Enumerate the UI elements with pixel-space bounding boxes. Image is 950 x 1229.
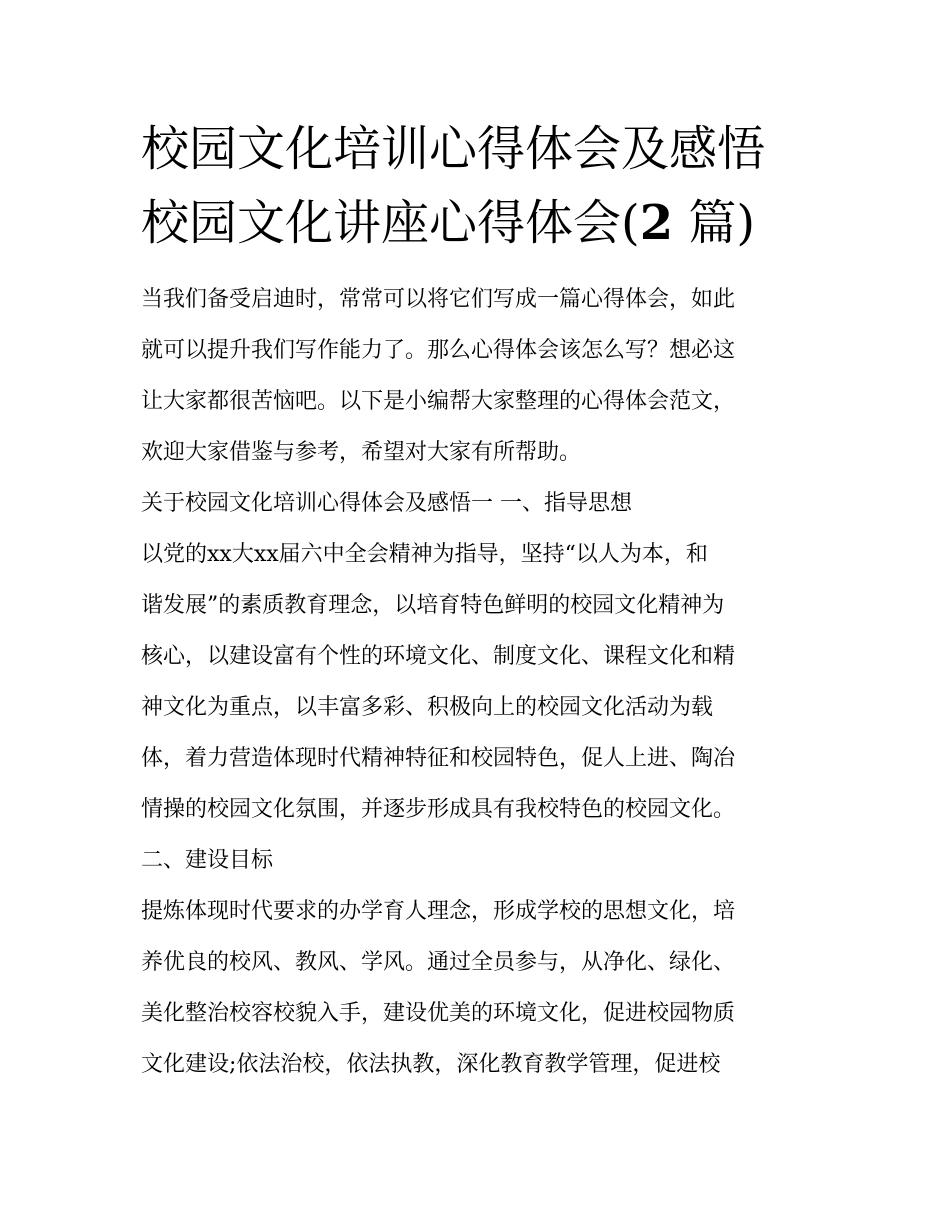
- section-heading-construction-goals: [141, 835, 821, 886]
- paragraph-line: 养优良的校风、教风、学风。通过全员参与，从净化、绿化、: [141, 950, 736, 975]
- paragraph-line: 情操的校园文化氛围，并逐步形成具有我校特色的校园文化。: [141, 797, 736, 822]
- paragraph-line: 文化建设;依法治校，依法执教，深化教育教学管理，促进校: [141, 1052, 721, 1077]
- intro-paragraph: [141, 274, 821, 478]
- paragraph-line: 关于校园文化培训心得体会及感悟一 一、指导思想: [141, 491, 632, 516]
- section-heading-guiding-ideology: [141, 478, 821, 529]
- paragraph-line: 神文化为重点，以丰富多彩、积极向上的校园文化活动为载: [141, 695, 714, 720]
- paragraph-line: 谐发展”的素质教育理念，以培育特色鲜明的校园文化精神为: [141, 593, 725, 618]
- paragraph-line: 提炼体现时代要求的办学育人理念，形成学校的思想文化，培: [141, 899, 736, 924]
- document-body: [141, 112, 821, 1090]
- construction-goals-paragraph: [141, 886, 821, 1090]
- paragraph-line: 二、建设目标: [141, 848, 274, 873]
- paragraph-line: 欢迎大家借鉴与参考，希望对大家有所帮助。: [141, 440, 582, 465]
- guiding-ideology-paragraph: [141, 529, 821, 835]
- paragraph-line: 核心，以建设富有个性的环境文化、制度文化、课程文化和精: [141, 644, 736, 669]
- paragraph-line: 就可以提升我们写作能力了。那么心得体会该怎么写？想必这: [141, 338, 736, 363]
- paragraph-line: 当我们备受启迪时，常常可以将它们写成一篇心得体会，如此: [141, 287, 736, 312]
- paragraph-line: 美化整治校容校貌入手，建设优美的环境文化，促进校园物质: [141, 1001, 736, 1026]
- document-title-line-1: 校园文化培训心得体会及感悟: [141, 121, 766, 177]
- paragraph-line: 体，着力营造体现时代精神特征和校园特色，促人上进、陶冶: [141, 746, 736, 771]
- document-title-line-2: 校园文化讲座心得体会(2 篇): [141, 195, 756, 251]
- paragraph-line: 让大家都很苦恼吧。以下是小编帮大家整理的心得体会范文，: [141, 389, 736, 414]
- paragraph-line: 以党的xx大xx届六中全会精神为指导，坚持“以人为本，和: [141, 542, 708, 567]
